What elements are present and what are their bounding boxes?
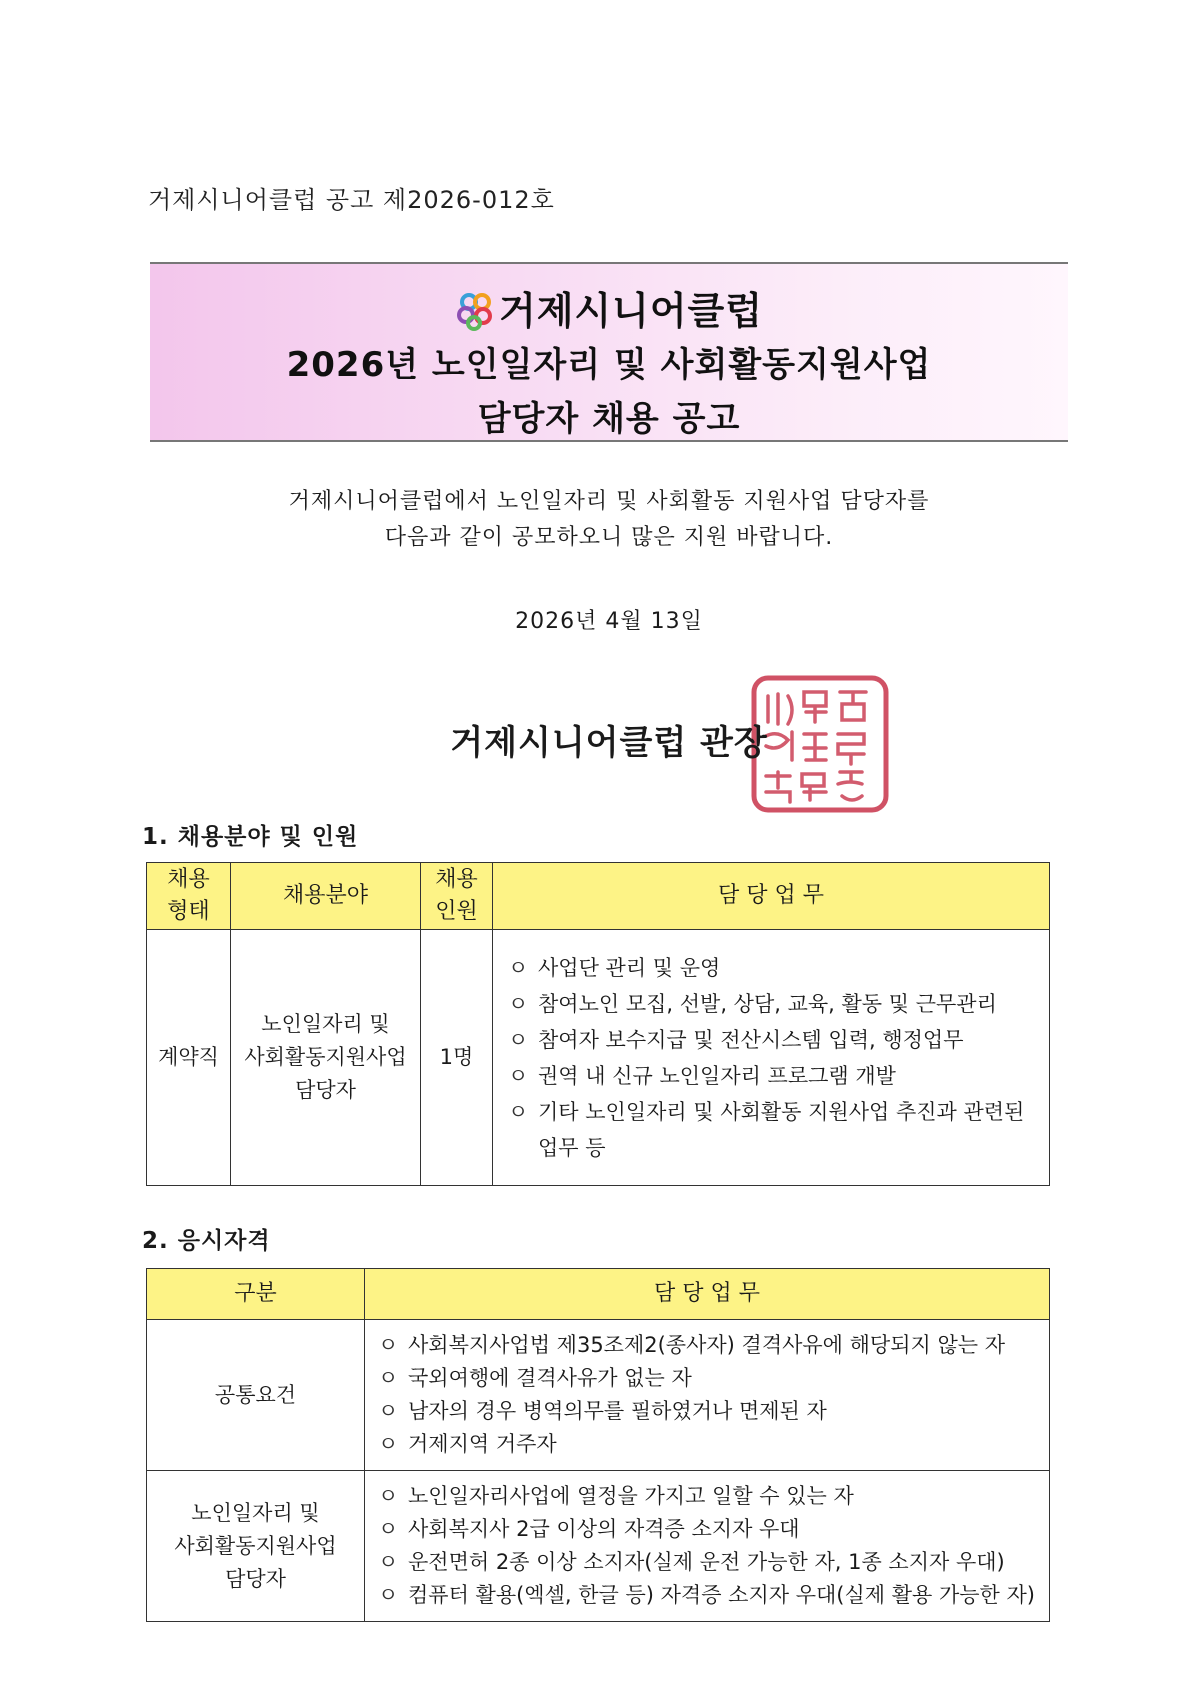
list-item	[508, 1058, 1038, 1094]
requirement-text: 남자의 경우 병역의무를 필하였거나 면제된 자	[408, 1399, 827, 1423]
header-category: 구분	[147, 1269, 365, 1320]
header-count-line2: 인원	[435, 899, 478, 924]
banner-title-line1: 2026년 노인일자리 및 사회활동지원사업	[286, 345, 932, 385]
header-count-line1: 채용	[435, 867, 478, 892]
header-qual-duties: 담 당 업 무	[365, 1269, 1050, 1320]
bullet-icon: ㅇ	[378, 1432, 399, 1456]
qualification-header-row	[147, 1269, 1050, 1320]
bullet-icon: ㅇ	[378, 1366, 399, 1390]
requirement-text: 컴퓨터 활용(엑셀, 한글 등) 자격증 소지자 우대(실제 활용 가능한 자)	[408, 1583, 1035, 1607]
list-item	[508, 1094, 1038, 1166]
duties-list	[494, 940, 1048, 1176]
qualification-table	[146, 1268, 1050, 1622]
header-type-line1: 채용	[167, 867, 210, 892]
list-item	[378, 1428, 1042, 1461]
duty-text: 사업단 관리 및 운영	[538, 955, 721, 980]
bullet-icon: ㅇ	[508, 1099, 529, 1124]
requirement-text: 국외여행에 결격사유가 없는 자	[408, 1366, 692, 1390]
requirement-text: 거제지역 거주자	[408, 1432, 557, 1456]
category-line1: 노인일자리 및	[191, 1500, 320, 1525]
headcount-cell: 1명	[421, 930, 493, 1186]
field-line1: 노인일자리 및	[261, 1012, 390, 1036]
recruitment-table	[146, 862, 1050, 1186]
bullet-icon: ㅇ	[508, 1027, 529, 1052]
list-item	[378, 1546, 1042, 1579]
banner-org-line	[150, 284, 1068, 338]
signer-title: 거제시니어클럽 관장	[450, 723, 768, 763]
header-headcount	[421, 863, 493, 930]
field-cell	[231, 930, 421, 1186]
requirement-text: 운전면허 2종 이상 소지자(실제 운전 가능한 자, 1종 소지자 우대)	[408, 1550, 1005, 1574]
bullet-icon: ㅇ	[378, 1484, 399, 1508]
table-row	[147, 930, 1050, 1186]
bullet-icon: ㅇ	[508, 1063, 529, 1088]
category-cell	[147, 1471, 365, 1622]
flower-logo-icon	[455, 291, 495, 331]
intro-line2: 다음과 같이 공모하오니 많은 지원 바랍니다.	[384, 525, 834, 550]
bullet-icon: ㅇ	[378, 1583, 399, 1607]
requirements-list	[366, 1321, 1048, 1469]
category-line2: 사회활동지원사업	[174, 1533, 337, 1558]
list-item	[378, 1480, 1042, 1513]
section2-heading: 2. 응시자격	[142, 1228, 271, 1254]
bullet-icon: ㅇ	[508, 955, 529, 980]
bullet-icon: ㅇ	[378, 1550, 399, 1574]
list-item	[508, 986, 1038, 1022]
field-line3: 담당자	[295, 1078, 356, 1102]
header-employment-type	[147, 863, 231, 930]
intro-line1: 거제시니어클럽에서 노인일자리 및 사회활동 지원사업 담당자를	[288, 489, 930, 514]
bullet-icon: ㅇ	[378, 1333, 399, 1357]
header-duties: 담 당 업 무	[493, 863, 1050, 930]
banner-org-name: 거제시니어클럽	[499, 289, 763, 333]
header-type-line2: 형태	[167, 899, 210, 924]
requirements-list	[366, 1472, 1048, 1620]
recruitment-header-row	[147, 863, 1050, 930]
requirement-text: 노인일자리사업에 열정을 가지고 일할 수 있는 자	[408, 1484, 854, 1508]
list-item	[508, 1022, 1038, 1058]
employment-type-cell: 계약직	[147, 930, 231, 1186]
duty-text: 권역 내 신규 노인일자리 프로그램 개발	[538, 1063, 896, 1088]
list-item	[378, 1513, 1042, 1546]
section1-heading: 1. 채용분야 및 인원	[142, 824, 359, 850]
title-banner	[150, 262, 1068, 442]
bullet-icon: ㅇ	[378, 1517, 399, 1541]
table-row	[147, 1471, 1050, 1622]
requirements-cell	[365, 1320, 1050, 1471]
duties-cell	[493, 930, 1050, 1186]
notice-number: 거제시니어클럽 공고 제2026-012호	[148, 186, 555, 214]
category-line3: 담당자	[225, 1566, 286, 1591]
field-line2: 사회활동지원사업	[244, 1045, 407, 1069]
list-item	[378, 1395, 1042, 1428]
list-item	[378, 1329, 1042, 1362]
list-item	[508, 950, 1038, 986]
bullet-icon: ㅇ	[378, 1399, 399, 1423]
duty-text: 참여노인 모집, 선발, 상담, 교육, 활동 및 근무관리	[538, 991, 997, 1016]
requirement-text: 사회복지사업법 제35조제2(종사자) 결격사유에 해당되지 않는 자	[408, 1333, 1005, 1357]
duty-text: 참여자 보수지급 및 전산시스템 입력, 행정업무	[538, 1027, 964, 1052]
announcement-date: 2026년 4월 13일	[515, 609, 703, 634]
category-cell: 공통요건	[147, 1320, 365, 1471]
list-item	[378, 1362, 1042, 1395]
requirement-text: 사회복지사 2급 이상의 자격증 소지자 우대	[408, 1517, 800, 1541]
list-item	[378, 1579, 1042, 1612]
header-field: 채용분야	[231, 863, 421, 930]
table-row	[147, 1320, 1050, 1471]
banner-title-line2: 담당자 채용 공고	[477, 399, 741, 439]
bullet-icon: ㅇ	[508, 991, 529, 1016]
requirements-cell	[365, 1471, 1050, 1622]
intro-text	[150, 484, 1068, 556]
duty-text: 기타 노인일자리 및 사회활동 지원사업 추진과 관련된 업무 등	[538, 1099, 1025, 1160]
